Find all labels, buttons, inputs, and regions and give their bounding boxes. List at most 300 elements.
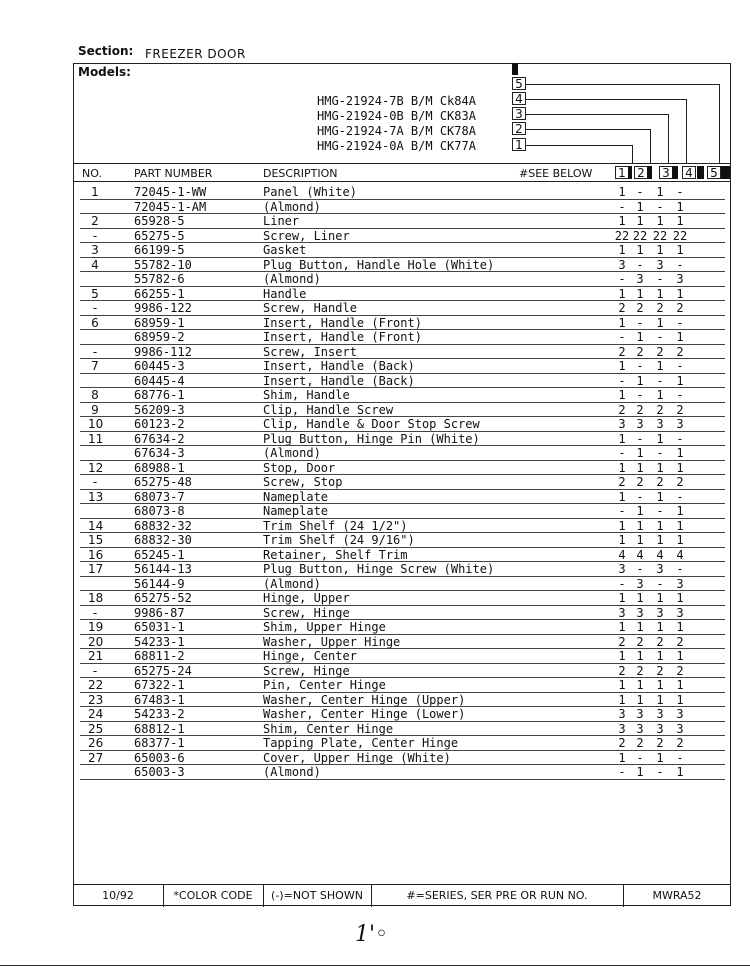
quantity-col-2: 1: [636, 243, 644, 257]
col-box-5-marker: [721, 166, 730, 179]
footer-not-shown: (-)=NOT SHOWN: [271, 889, 363, 902]
box-stack-marker: [512, 63, 518, 75]
quantity-col-4: 1: [676, 446, 684, 460]
quantity-col-2: 1: [636, 446, 644, 460]
models-label: Models:: [78, 65, 131, 79]
quantity-col-1: 2: [618, 736, 626, 750]
part-number: 56144-9: [134, 576, 185, 591]
model-line-1: HMG-21924-7B B/M Ck84A: [317, 94, 476, 108]
part-number: 68959-1: [134, 315, 185, 330]
quantity-col-3: -: [656, 446, 664, 460]
part-description: (Almond): [263, 576, 321, 591]
connector-3: [526, 114, 668, 115]
quantity-col-4: 1: [676, 649, 684, 663]
item-number: 5: [91, 286, 99, 301]
connector-2-drop: [650, 129, 651, 163]
quantity-col-2: 3: [636, 605, 644, 620]
quantity-col-1: 1: [618, 214, 626, 228]
quantity-col-1: 1: [618, 185, 626, 199]
quantity-col-3: 2: [656, 736, 664, 750]
quantity-col-2: 1: [636, 518, 644, 533]
part-number: 9986-87: [134, 605, 185, 620]
quantity-col-3: 1: [656, 286, 664, 301]
quantity-col-1: 2: [618, 475, 626, 489]
quantity-col-2: 3: [636, 576, 644, 591]
quantity-col-2: 3: [636, 707, 644, 721]
quantity-col-3: 1: [656, 678, 664, 692]
col-box-2: 2: [634, 166, 648, 179]
item-number: -: [92, 301, 98, 315]
connector-1: [526, 145, 632, 146]
quantity-col-3: 1: [656, 460, 664, 475]
quantity-col-2: 3: [636, 721, 644, 736]
item-number: 2: [91, 214, 99, 228]
quantity-col-1: 3: [618, 707, 626, 721]
quantity-col-4: -: [676, 431, 684, 446]
part-description: Plug Button, Hinge Pin (White): [263, 431, 480, 446]
part-number: 67483-1: [134, 692, 185, 707]
item-number: 18: [88, 591, 104, 605]
connector-5-drop: [719, 84, 720, 163]
col-box-4: 4: [682, 166, 696, 179]
part-number: 72045-1-AM: [134, 199, 207, 214]
part-number: 68811-2: [134, 649, 185, 663]
item-number: 22: [88, 678, 104, 692]
quantity-col-4: -: [676, 562, 684, 576]
quantity-col-3: 4: [656, 547, 664, 562]
item-number: 26: [88, 736, 104, 750]
quantity-col-4: 3: [676, 605, 684, 620]
quantity-col-2: 22: [632, 228, 648, 243]
connector-3-drop: [668, 114, 669, 163]
part-description: Insert, Handle (Front): [263, 315, 422, 330]
quantity-col-1: 2: [618, 301, 626, 315]
quantity-col-3: 1: [656, 359, 664, 373]
item-number: 27: [88, 750, 104, 765]
quantity-col-3: 1: [656, 243, 664, 257]
quantity-col-4: 4: [676, 547, 684, 562]
quantity-col-1: -: [618, 330, 626, 344]
part-description: (Almond): [263, 446, 321, 460]
part-description: Plug Button, Hinge Screw (White): [263, 562, 495, 576]
part-description: Cover, Upper Hinge (White): [263, 750, 451, 765]
quantity-col-3: 1: [656, 692, 664, 707]
part-number: 68812-1: [134, 721, 185, 736]
part-number: 65245-1: [134, 547, 185, 562]
quantity-col-4: 2: [676, 475, 684, 489]
section-label: Section:: [78, 44, 134, 58]
quantity-col-1: 1: [618, 431, 626, 446]
item-number: -: [92, 344, 98, 359]
quantity-col-3: 1: [656, 649, 664, 663]
quantity-col-2: 1: [636, 533, 644, 547]
footer-bar: [73, 884, 731, 906]
quantity-col-4: 1: [676, 373, 684, 388]
quantity-col-4: 2: [676, 634, 684, 649]
quantity-col-2: 1: [636, 678, 644, 692]
col-box-1-marker: [628, 166, 632, 179]
col-box-2-marker: [647, 166, 652, 179]
row-rule: [80, 779, 725, 780]
quantity-col-4: 3: [676, 721, 684, 736]
handwritten-mark: 1'◦: [355, 922, 389, 947]
quantity-col-2: 1: [636, 504, 644, 518]
quantity-col-3: 1: [656, 750, 664, 765]
quantity-col-2: 2: [636, 663, 644, 678]
item-number: 16: [88, 547, 104, 562]
part-description: Insert, Handle (Back): [263, 359, 415, 373]
quantity-col-4: 1: [676, 286, 684, 301]
quantity-col-2: 2: [636, 344, 644, 359]
item-number: 10: [88, 417, 104, 431]
quantity-col-1: 1: [618, 518, 626, 533]
quantity-col-3: -: [656, 199, 664, 214]
model-box-2: 2: [512, 122, 526, 135]
quantity-col-1: 3: [618, 417, 626, 431]
part-description: Screw, Insert: [263, 344, 357, 359]
part-number: 72045-1-WW: [134, 185, 207, 199]
quantity-col-2: 1: [636, 330, 644, 344]
quantity-col-1: 2: [618, 344, 626, 359]
quantity-col-2: 3: [636, 272, 644, 286]
item-number: 3: [91, 243, 99, 257]
quantity-col-3: 2: [656, 663, 664, 678]
part-number: 60445-3: [134, 359, 185, 373]
quantity-col-4: 1: [676, 765, 684, 779]
col-box-1: 1: [615, 166, 629, 179]
quantity-col-2: 1: [636, 373, 644, 388]
item-number: -: [92, 475, 98, 489]
quantity-col-1: 1: [618, 489, 626, 504]
quantity-col-4: 1: [676, 533, 684, 547]
part-description: Nameplate: [263, 489, 329, 504]
quantity-col-3: 1: [656, 388, 664, 402]
quantity-col-4: 1: [676, 504, 684, 518]
part-description: Screw, Handle: [263, 301, 357, 315]
model-line-2: HMG-21924-0B B/M CK83A: [317, 109, 476, 123]
part-number: 65003-3: [134, 765, 185, 779]
model-box-5: 5: [512, 77, 526, 90]
part-description: Washer, Upper Hinge: [263, 634, 401, 649]
part-number: 65003-6: [134, 750, 185, 765]
connector-2: [526, 129, 650, 130]
part-description: Insert, Handle (Front): [263, 330, 422, 344]
quantity-col-3: 2: [656, 344, 664, 359]
quantity-col-1: 1: [618, 620, 626, 634]
part-description: Clip, Handle & Door Stop Screw: [263, 417, 480, 431]
quantity-col-4: -: [676, 315, 684, 330]
part-number: 67634-3: [134, 446, 185, 460]
quantity-col-1: 1: [618, 243, 626, 257]
item-number: -: [92, 663, 98, 678]
part-description: Hinge, Center: [263, 649, 357, 663]
quantity-col-3: -: [656, 330, 664, 344]
quantity-col-2: 1: [636, 649, 644, 663]
model-line-4: HMG-21924-0A B/M CK77A: [317, 139, 476, 153]
part-number: 68776-1: [134, 388, 185, 402]
part-description: Trim Shelf (24 9/16"): [263, 533, 415, 547]
quantity-col-1: 3: [618, 562, 626, 576]
quantity-col-4: 2: [676, 402, 684, 417]
quantity-col-4: 1: [676, 591, 684, 605]
quantity-col-4: 3: [676, 272, 684, 286]
part-number: 56209-3: [134, 402, 185, 417]
quantity-col-4: 2: [676, 344, 684, 359]
footer-date: 10/92: [102, 889, 134, 902]
col-no: NO.: [82, 167, 102, 180]
quantity-col-2: 2: [636, 301, 644, 315]
quantity-col-2: 2: [636, 634, 644, 649]
quantity-col-4: 3: [676, 707, 684, 721]
quantity-col-4: 2: [676, 663, 684, 678]
item-number: 8: [91, 388, 99, 402]
quantity-col-4: 1: [676, 460, 684, 475]
quantity-col-1: -: [618, 199, 626, 214]
part-description: Screw, Liner: [263, 228, 350, 243]
quantity-col-1: 3: [618, 257, 626, 272]
part-number: 68832-30: [134, 533, 192, 547]
quantity-col-3: 3: [656, 605, 664, 620]
part-description: Shim, Handle: [263, 388, 350, 402]
item-number: 25: [88, 721, 104, 736]
model-line-3: HMG-21924-7A B/M CK78A: [317, 124, 476, 138]
part-description: Clip, Handle Screw: [263, 402, 394, 417]
part-number: 66199-5: [134, 243, 185, 257]
quantity-col-1: 4: [618, 547, 626, 562]
quantity-col-4: 1: [676, 518, 684, 533]
item-number: 15: [88, 533, 104, 547]
connector-5: [526, 84, 719, 85]
quantity-col-3: 2: [656, 475, 664, 489]
item-number: 24: [88, 707, 104, 721]
part-description: Shim, Upper Hinge: [263, 620, 386, 634]
quantity-col-2: 3: [636, 417, 644, 431]
model-box-3: 3: [512, 107, 526, 120]
quantity-col-1: 3: [618, 605, 626, 620]
part-number: 68377-1: [134, 736, 185, 750]
quantity-col-4: -: [676, 359, 684, 373]
quantity-col-1: 1: [618, 649, 626, 663]
quantity-col-4: 3: [676, 417, 684, 431]
quantity-col-2: 4: [636, 547, 644, 562]
quantity-col-4: 1: [676, 243, 684, 257]
quantity-col-1: -: [618, 272, 626, 286]
part-number: 65275-48: [134, 475, 192, 489]
item-number: 20: [88, 634, 104, 649]
quantity-col-4: 1: [676, 199, 684, 214]
item-number: 19: [88, 620, 104, 634]
quantity-col-1: -: [618, 765, 626, 779]
item-number: 1: [91, 185, 99, 199]
part-number: 66255-1: [134, 286, 185, 301]
part-description: Pin, Center Hinge: [263, 678, 386, 692]
quantity-col-3: 1: [656, 591, 664, 605]
part-description: (Almond): [263, 765, 321, 779]
quantity-col-2: 1: [636, 765, 644, 779]
quantity-col-3: 1: [656, 620, 664, 634]
part-description: Tapping Plate, Center Hinge: [263, 736, 459, 750]
quantity-col-4: -: [676, 489, 684, 504]
part-description: Screw, Hinge: [263, 605, 350, 620]
quantity-col-4: -: [676, 750, 684, 765]
item-number: 13: [88, 489, 104, 504]
part-number: 9986-112: [134, 344, 192, 359]
part-description: Shim, Center Hinge: [263, 721, 394, 736]
part-description: Washer, Center Hinge (Upper): [263, 692, 466, 707]
quantity-col-4: 2: [676, 301, 684, 315]
item-number: 11: [88, 431, 104, 446]
quantity-col-1: -: [618, 373, 626, 388]
part-description: Nameplate: [263, 504, 329, 518]
part-description: Gasket: [263, 243, 307, 257]
quantity-col-3: 1: [656, 431, 664, 446]
item-number: 21: [88, 649, 104, 663]
quantity-col-2: 1: [636, 214, 644, 228]
quantity-col-1: 1: [618, 315, 626, 330]
quantity-col-2: 2: [636, 475, 644, 489]
part-number: 65031-1: [134, 620, 185, 634]
part-number: 65928-5: [134, 214, 185, 228]
item-number: 23: [88, 692, 104, 707]
model-box-1: 1: [512, 138, 526, 151]
col-box-4-marker: [697, 166, 704, 179]
quantity-col-3: -: [656, 765, 664, 779]
part-number: 67322-1: [134, 678, 185, 692]
quantity-col-1: 1: [618, 533, 626, 547]
quantity-col-3: 1: [656, 315, 664, 330]
quantity-col-4: 3: [676, 576, 684, 591]
quantity-col-2: 1: [636, 286, 644, 301]
item-number: -: [92, 228, 98, 243]
quantity-col-1: 1: [618, 750, 626, 765]
item-number: 6: [91, 315, 99, 330]
col-box-5: 5: [707, 166, 721, 179]
part-number: 67634-2: [134, 431, 185, 446]
quantity-col-3: -: [656, 272, 664, 286]
quantity-col-2: -: [636, 359, 644, 373]
quantity-col-1: 1: [618, 359, 626, 373]
quantity-col-2: 1: [636, 199, 644, 214]
part-number: 60123-2: [134, 417, 185, 431]
quantity-col-1: 2: [618, 663, 626, 678]
quantity-col-2: -: [636, 431, 644, 446]
footer-color-code: *COLOR CODE: [173, 889, 253, 902]
item-number: -: [92, 605, 98, 620]
part-description: Handle: [263, 286, 307, 301]
quantity-col-3: 3: [656, 257, 664, 272]
quantity-col-4: 1: [676, 678, 684, 692]
quantity-col-1: 1: [618, 591, 626, 605]
quantity-col-4: 1: [676, 692, 684, 707]
part-number: 68832-32: [134, 518, 192, 533]
quantity-col-2: 2: [636, 402, 644, 417]
quantity-col-4: 1: [676, 620, 684, 634]
part-description: (Almond): [263, 199, 321, 214]
quantity-col-1: 1: [618, 286, 626, 301]
part-number: 68988-1: [134, 460, 185, 475]
part-number: 56144-13: [134, 562, 192, 576]
part-number: 9986-122: [134, 301, 192, 315]
quantity-col-4: -: [676, 388, 684, 402]
header-rule-top: [73, 163, 731, 164]
quantity-col-1: 2: [618, 402, 626, 417]
quantity-col-2: -: [636, 489, 644, 504]
quantity-col-4: -: [676, 185, 684, 199]
quantity-col-3: -: [656, 504, 664, 518]
part-description: Screw, Hinge: [263, 663, 350, 678]
part-description: Stop, Door: [263, 460, 336, 475]
quantity-col-2: 1: [636, 591, 644, 605]
col-box-3: 3: [659, 166, 673, 179]
item-number: 17: [88, 562, 104, 576]
footer-doc-id: MWRA52: [652, 889, 702, 902]
quantity-col-3: 1: [656, 533, 664, 547]
page-bottom-rule: [0, 965, 750, 966]
quantity-col-3: 3: [656, 721, 664, 736]
quantity-col-2: -: [636, 257, 644, 272]
quantity-col-2: -: [636, 315, 644, 330]
col-description: DESCRIPTION: [263, 167, 338, 180]
quantity-col-1: 1: [618, 388, 626, 402]
part-number: 65275-24: [134, 663, 192, 678]
quantity-col-2: -: [636, 388, 644, 402]
quantity-col-1: -: [618, 446, 626, 460]
quantity-col-2: 1: [636, 620, 644, 634]
quantity-col-1: 22: [614, 228, 630, 243]
part-description: Trim Shelf (24 1/2"): [263, 518, 408, 533]
footer-series: #=SERIES, SER PRE OR RUN NO.: [406, 889, 588, 902]
part-number: 54233-2: [134, 707, 185, 721]
part-description: Liner: [263, 214, 300, 228]
col-box-3-marker: [672, 166, 678, 179]
quantity-col-3: 22: [652, 228, 668, 243]
quantity-col-3: 3: [656, 417, 664, 431]
quantity-col-3: 1: [656, 185, 664, 199]
quantity-col-3: -: [656, 576, 664, 591]
header-rule-bottom: [73, 181, 731, 182]
item-number: 14: [88, 518, 104, 533]
quantity-col-1: 3: [618, 721, 626, 736]
quantity-col-1: 1: [618, 692, 626, 707]
item-number: 12: [88, 460, 104, 475]
section-value: FREEZER DOOR: [145, 47, 246, 61]
quantity-col-2: 2: [636, 736, 644, 750]
part-number: 65275-52: [134, 591, 192, 605]
quantity-col-3: 3: [656, 562, 664, 576]
connector-4-drop: [686, 99, 687, 163]
part-number: 55782-10: [134, 257, 192, 272]
quantity-col-3: 2: [656, 402, 664, 417]
col-part-number: PART NUMBER: [134, 167, 213, 180]
quantity-col-3: 1: [656, 214, 664, 228]
quantity-col-1: 2: [618, 634, 626, 649]
quantity-col-4: 22: [672, 228, 688, 243]
quantity-col-4: 1: [676, 214, 684, 228]
quantity-col-3: 1: [656, 518, 664, 533]
part-number: 68073-8: [134, 504, 185, 518]
model-box-4: 4: [512, 92, 526, 105]
quantity-col-2: -: [636, 562, 644, 576]
part-number: 54233-1: [134, 634, 185, 649]
quantity-col-2: -: [636, 750, 644, 765]
col-see-below: #SEE BELOW: [519, 167, 593, 180]
quantity-col-3: 2: [656, 634, 664, 649]
quantity-col-1: 1: [618, 678, 626, 692]
quantity-col-4: 1: [676, 330, 684, 344]
quantity-col-1: -: [618, 576, 626, 591]
quantity-col-3: -: [656, 373, 664, 388]
part-description: Screw, Stop: [263, 475, 343, 489]
